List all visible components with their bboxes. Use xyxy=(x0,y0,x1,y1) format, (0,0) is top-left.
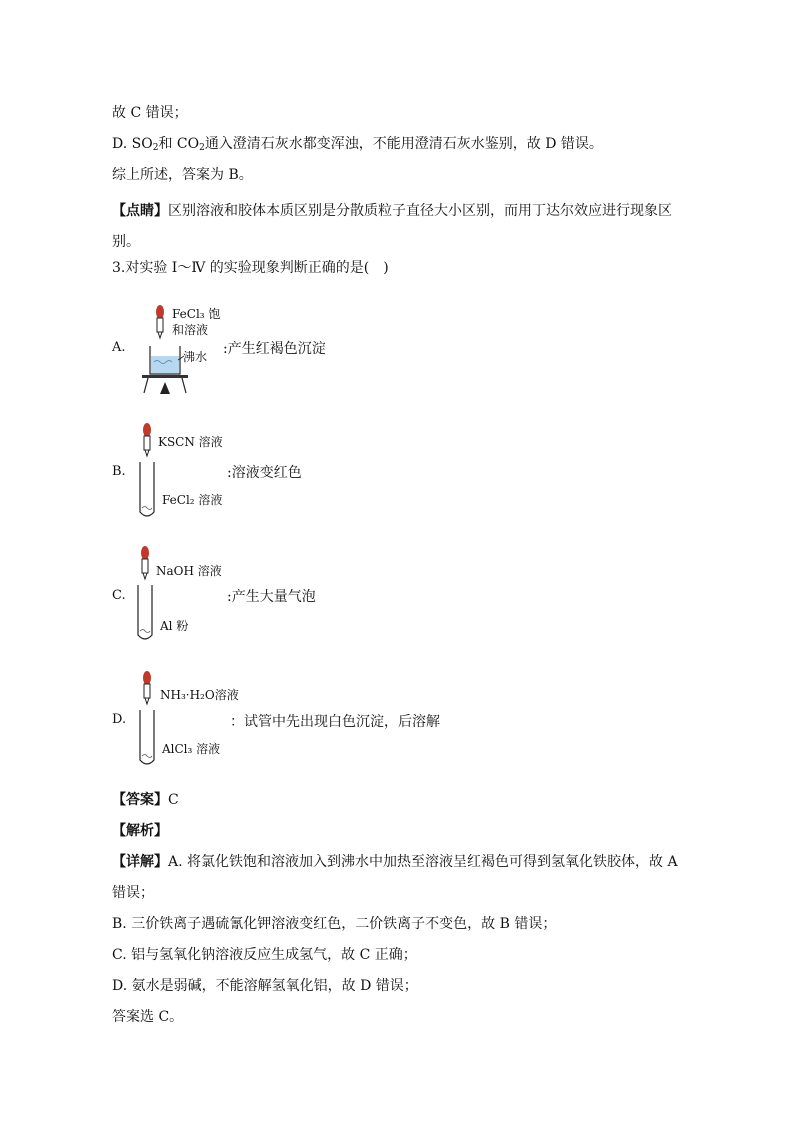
option-d-reagent: NH₃·H₂O溶液 xyxy=(160,688,239,702)
tip-text: 区别溶液和胶体本质区别是分散质粒子直径大小区别，而用丁达尔效应进行现象区别。 xyxy=(112,203,672,250)
tip-paragraph xyxy=(112,196,682,258)
answer-value: C xyxy=(168,792,179,808)
option-c-reagent: NaOH 溶液 xyxy=(156,564,222,578)
detail-line-6: 答案选 C。 xyxy=(112,1009,184,1025)
option-c-text: :产生大量气泡 xyxy=(227,589,316,605)
detail-text-1: A. 将氯化铁饱和溶液加入到沸水中加热至溶液呈红褐色可得到氢氧化铁胶体，故 A xyxy=(168,854,678,870)
answer-line xyxy=(112,790,179,810)
d-prefix: D. SO xyxy=(112,136,153,152)
option-a-reagent-1: FeCl₃ 饱 xyxy=(172,307,221,321)
option-a-vessel-label: 沸水 xyxy=(183,350,208,364)
d-rest: 通入澄清石灰水都变浑浊，不能用澄清石灰水鉴别，故 D 错误。 xyxy=(204,136,603,152)
detail-tag: 【详解】 xyxy=(112,854,168,870)
option-d-letter: D. xyxy=(112,712,127,727)
option-a-letter: A. xyxy=(112,340,126,355)
analysis-tag: 【解析】 xyxy=(112,823,168,839)
detail-line-5: D. 氨水是弱碱，不能溶解氢氧化铝，故 D 错误； xyxy=(112,978,418,994)
option-d-figure xyxy=(136,668,166,774)
option-a-text: :产生红褐色沉淀 xyxy=(223,341,326,357)
detail-line-2: 错误； xyxy=(112,885,154,901)
detail-line-1 xyxy=(112,852,678,872)
option-d-text: ：试管中先出现白色沉淀，后溶解 xyxy=(230,714,440,730)
prev-summary: 综上所述，答案为 B。 xyxy=(112,167,253,183)
prev-c-wrong: 故 C 错误； xyxy=(112,105,188,121)
tip-tag: 【点睛】 xyxy=(112,203,168,219)
option-b-reagent: KSCN 溶液 xyxy=(158,435,223,449)
detail-line-3: B. 三价铁离子遇硫氰化钾溶液变红色，二价铁离子不变色，故 B 错误； xyxy=(112,916,557,932)
answer-tag: 【答案】 xyxy=(112,792,168,808)
detail-line-4: C. 铝与氢氧化钠溶液反应生成氢气，故 C 正确； xyxy=(112,947,417,963)
option-a-reagent-2: 和溶液 xyxy=(172,323,209,337)
d-sub2: 2 xyxy=(199,143,205,153)
question-stem: 3.对实验 Ⅰ～Ⅳ 的实验现象判断正确的是( ) xyxy=(112,260,389,276)
option-c-letter: C. xyxy=(112,588,126,603)
d-sub1: 2 xyxy=(152,143,159,153)
prev-d-line xyxy=(112,134,603,158)
option-b-letter: B. xyxy=(112,464,126,479)
d-mid: 和 CO xyxy=(158,136,200,152)
option-b-text: :溶液变红色 xyxy=(227,465,302,481)
option-b-vessel-label: FeCl₂ 溶液 xyxy=(162,493,223,507)
option-d-vessel-label: AlCl₃ 溶液 xyxy=(162,742,221,756)
option-c-vessel-label: Al 粉 xyxy=(160,619,189,633)
